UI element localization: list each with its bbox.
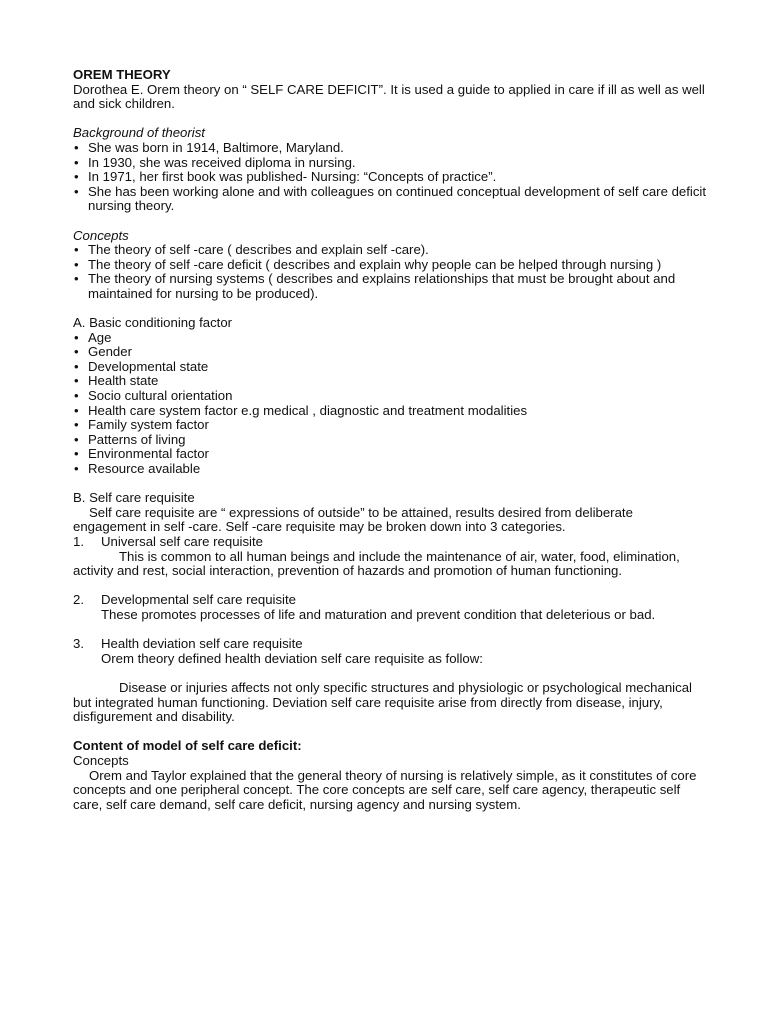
requisite-intro: Self care requisite are “ expressions of outside” to be attained, results desired from deliberate engagement in self -care. Self -care requisite may be broken down into 3 categories. (73, 504, 633, 535)
list-item: • In 1930, she was received diploma in nursing. (73, 156, 708, 171)
health-detail: Disease or injuries affects not only specific structures and physiologic or psychological mechanical but integrated human functioning. Deviation self care requisite arise from directly from disease, injury, disfigurement and disability. (73, 679, 692, 725)
list-item: • She has been working alone and with colleagues on continued conceptual development of self care deficit nursing theory. (73, 185, 708, 214)
basic-factor-heading: A. Basic conditioning factor (73, 315, 233, 331)
list-item: • Resource available (73, 462, 708, 477)
universal-title-text: Universal self care requisite (101, 534, 263, 549)
list-item: • Developmental state (73, 360, 708, 375)
universal-title (73, 535, 708, 550)
list-item: • Gender (73, 345, 708, 360)
developmental-title-text: Developmental self care requisite (101, 592, 296, 608)
list-item: • Socio cultural orientation (73, 389, 708, 404)
requisite-heading: B. Self care requisite (73, 490, 195, 506)
health-title (73, 637, 708, 652)
list-item: • She was born in 1914, Baltimore, Maryland. (73, 141, 708, 156)
list-item: • Health state (73, 374, 708, 389)
list-item: • In 1971, her first book was published- Nursing: “Concepts of practice”. (73, 170, 708, 185)
list-item: • Age (73, 331, 708, 346)
list-item: • Patterns of living (73, 433, 708, 448)
developmental-text-content: These promotes processes of life and maturation and prevent condition that deleterious or bad. (101, 606, 656, 622)
universal-text: This is common to all human beings and include the maintenance of air, water, food, elimination, activity and rest, social interaction, prevention of hazards and promotion of human functioning. (73, 548, 680, 579)
list-item: • The theory of nursing systems ( describes and explains relationships that must be brought about and maintained for nursing to be produced). (73, 272, 708, 301)
concepts-heading: Concepts (73, 227, 129, 243)
universal-number: 1. (73, 534, 84, 549)
basic-factor-list (73, 331, 708, 477)
list-item: • The theory of self -care deficit ( describes and explain why people can be helped through nursing ) (73, 258, 708, 273)
health-text: Orem theory defined health deviation self care requisite as follow: (101, 650, 483, 666)
background-heading: Background of theorist (73, 125, 205, 141)
content-text: Orem and Taylor explained that the general theory of nursing is relatively simple, as it constitutes of core concepts and one peripheral concept. The core concepts are self care, self care agency, therapeutic self care, self care demand, self care deficit, nursing agency and nursing system. (73, 767, 697, 812)
background-list (73, 141, 708, 214)
content-subheading: Concepts (73, 752, 129, 768)
developmental-title (73, 593, 708, 608)
developmental-text (73, 608, 708, 623)
list-item: • The theory of self -care ( describes and explain self -care). (73, 243, 708, 258)
list-item: • Health care system factor e.g medical , diagnostic and treatment modalities (73, 404, 708, 419)
concepts-list (73, 243, 708, 301)
health-number: 3. (73, 636, 84, 652)
doc-title: OREM THEORY (73, 67, 171, 82)
list-item: • Environmental factor (73, 447, 708, 462)
intro-paragraph: Dorothea E. Orem theory on “ SELF CARE DEFICIT”. It is used a guide to applied in care if ill as well as well and sick children. (73, 81, 705, 112)
content-heading: Content of model of self care deficit: (73, 738, 302, 754)
list-item: • Family system factor (73, 418, 708, 433)
developmental-number: 2. (73, 592, 84, 608)
health-title-text: Health deviation self care requisite (101, 636, 303, 652)
